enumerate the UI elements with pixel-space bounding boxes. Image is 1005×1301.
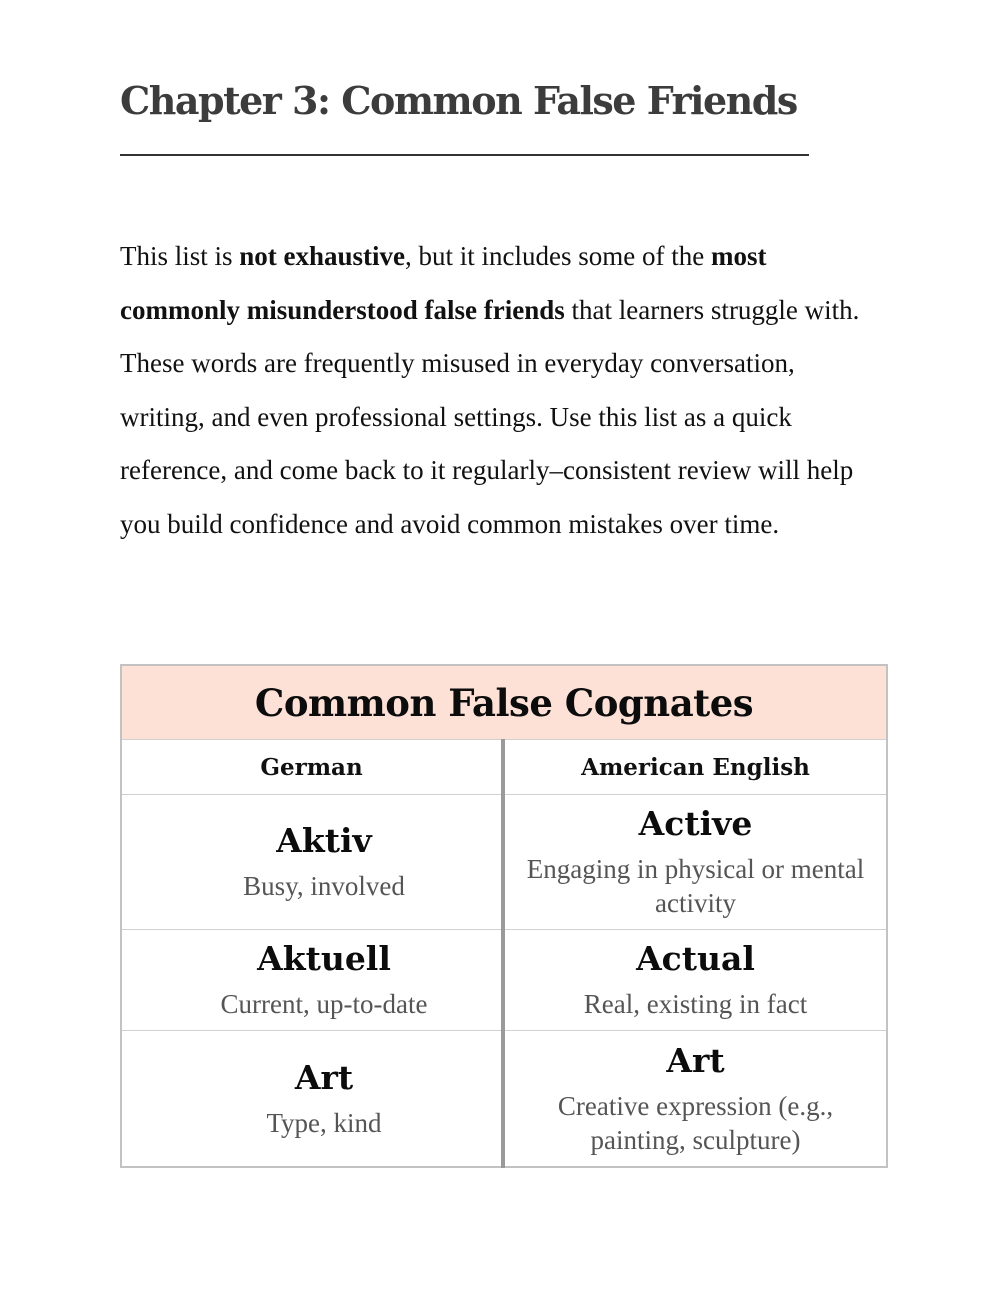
english-cell — [503, 930, 887, 1031]
german-meaning: Current, up-to-date — [220, 989, 428, 1019]
english-word: Actual — [636, 939, 755, 978]
column-header-german: German — [121, 740, 503, 795]
table-header-row — [121, 740, 887, 795]
german-meaning: Busy, involved — [243, 871, 405, 901]
english-cell — [503, 1031, 887, 1168]
false-cognates-table — [120, 664, 888, 1168]
intro-text-2: , but it includes some of the — [405, 241, 711, 271]
intro-paragraph — [120, 230, 880, 551]
table-row — [121, 795, 887, 930]
title-underline — [120, 154, 809, 156]
german-cell — [121, 930, 503, 1031]
english-meaning: Real, existing in fact — [583, 989, 808, 1019]
english-word: Art — [666, 1040, 725, 1080]
german-meaning: Type, kind — [266, 1107, 382, 1138]
german-cell — [121, 1031, 503, 1168]
german-word: Aktuell — [257, 939, 391, 978]
intro-text-3: that learners struggle with. These words are frequently misused in everyday conversation, writing, and even professional settings. Use this list as a quick reference, and come back to it regularly–consistent review will help you build confidence and avoid common mistakes over time. — [120, 294, 860, 539]
table-caption: Common False Cognates — [121, 665, 887, 740]
intro-text-1: This list is — [120, 241, 240, 271]
intro-bold-most-common: most commonly misunderstood false friends — [120, 241, 767, 325]
english-meaning: Creative expression (e.g., painting, sculpture) — [557, 1090, 834, 1155]
german-word: Aktiv — [276, 821, 372, 860]
table-caption-row — [121, 665, 887, 740]
chapter-title: Chapter 3: Common False Friends — [120, 78, 797, 123]
english-cell — [503, 795, 887, 930]
english-word: Active — [638, 804, 753, 843]
english-meaning: Engaging in physical or mental activity — [526, 854, 865, 918]
german-cell — [121, 795, 503, 930]
german-word: Art — [294, 1057, 354, 1097]
table-row — [121, 1031, 887, 1168]
table-row — [121, 930, 887, 1031]
intro-bold-not-exhaustive: not exhaustive — [239, 241, 406, 271]
column-header-english: American English — [503, 740, 887, 795]
